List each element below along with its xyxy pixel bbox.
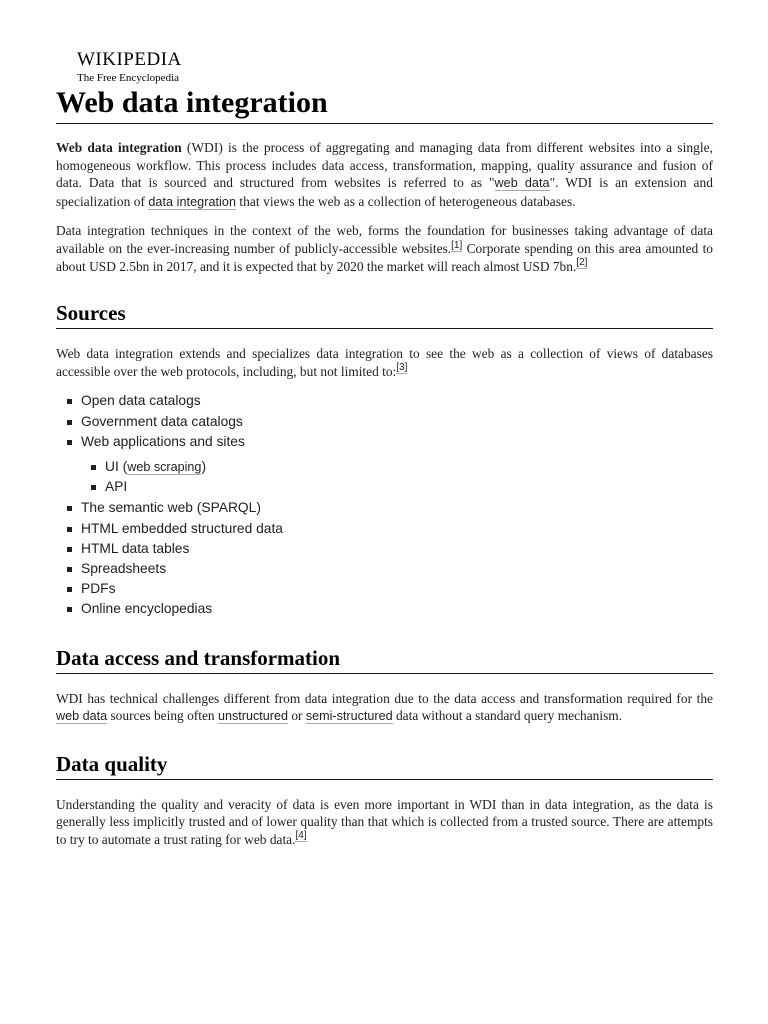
article-body [56,139,713,860]
list-item: API [105,477,713,497]
web-apps-sublist [81,457,713,497]
page-title: Web data integration [56,84,713,124]
heading-data-quality: Data quality [56,751,713,780]
list-item: UI (web scraping) [105,457,713,477]
link-web-data[interactable]: web data [494,176,550,191]
list-item: HTML embedded structured data [81,519,713,539]
list-item: The semantic web (SPARQL) [81,498,713,518]
reference-3[interactable]: [3] [396,362,408,374]
sources-paragraph: Web data integration extends and specializes data integration to see the web as a collection of views of databases accessible over the web protocols, including, but not limited to:[3] [56,346,713,379]
intro-bold-term: Web data integration [56,140,182,155]
reference-2[interactable]: [2] [576,257,588,269]
list-item: HTML data tables [81,539,713,559]
list-item: Government data catalogs [81,412,713,432]
link-semi-structured[interactable]: semi-structured [305,709,393,724]
list-item: Online encyclopedias [81,599,713,619]
intro-paragraph-2: Data integration techniques in the context of the web, forms the foundation for businesses taking advantage of data available on the ever-increasing number of publicly-accessible websites.[1] Corporate spending on this area amounted to about USD 2.5bn in 2017, and it is expected that by 2020 the market will reach almost USD 7bn.[2] [56,223,713,274]
reference-4[interactable]: [4] [295,830,307,842]
heading-sources: Sources [56,300,713,329]
link-web-scraping[interactable]: web scraping [127,459,202,474]
list-item: Spreadsheets [81,559,713,579]
quality-paragraph: Understanding the quality and veracity of data is even more important in WDI than in data integration, as the data is generally less implicitly trusted and of lower quality than that which is collected from a trusted source. There are attempts to try to automate a trust rating for web data.[4] [56,796,713,847]
list-item: Web applications and sites UI (web scraping) API [81,432,713,498]
link-data-integration[interactable]: data integration [148,194,236,209]
wikipedia-wordmark: WIKIPEDIA [77,49,182,70]
list-item: PDFs [81,579,713,599]
intro-paragraph-1: Web data integration (WDI) is the process of aggregating and managing data from different websites into a single, homogeneous workflow. This process includes data access, transformation, mapping, quality assurance and fusion of data. Data that is sourced and structured from websites is referred to as "web data". WDI is an extension and specialization of data integration that views the web as a collection of heterogeneous databases. [56,140,714,209]
reference-1[interactable]: [1] [451,239,463,251]
heading-data-access: Data access and transformation [56,645,713,674]
wikipedia-logo[interactable] [77,50,227,86]
wikipedia-tagline: The Free Encyclopedia [77,72,180,84]
link-unstructured[interactable]: unstructured [217,709,288,724]
access-paragraph: WDI has technical challenges different from data integration due to the data access and transformation required for the web data sources being often unstructured or semi-structured data without a standard query mechanism. [56,690,713,724]
list-item: Open data catalogs [81,391,713,411]
sources-list [56,391,713,619]
link-web-data-2[interactable]: web data [56,709,108,724]
